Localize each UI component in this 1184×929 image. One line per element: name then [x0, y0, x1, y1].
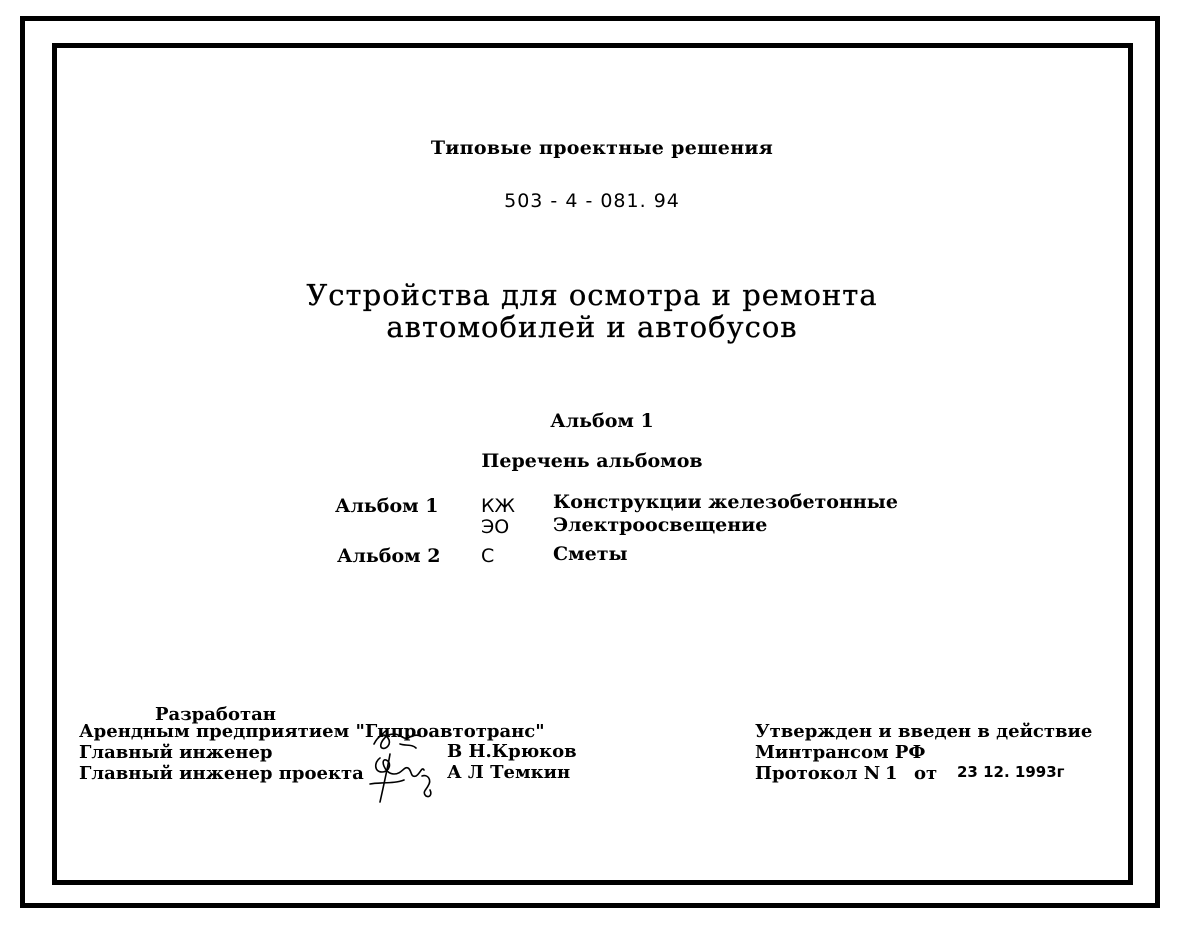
protocol-number: 1 — [885, 763, 898, 784]
album-list-code: КЖ — [481, 495, 515, 517]
album-list-code: С — [481, 545, 495, 567]
main-title-line-2: автомобилей и автобусов — [386, 310, 798, 344]
chief-engineer-name: В Н.Крюков — [447, 741, 577, 762]
project-engineer-name: А Л Темкин — [447, 762, 571, 783]
project-engineer-role: Главный инженер проекта — [79, 763, 364, 784]
protocol-from-label: от — [914, 763, 938, 784]
approval-line-2: Минтрансом РФ — [755, 742, 926, 763]
album-list-name: Сметы — [553, 543, 628, 565]
album-list-heading: Перечень альбомов — [481, 450, 703, 472]
developer-organization: Арендным предприятием "Гипроавтотранс" — [79, 721, 545, 742]
album-list-album: Альбом 2 — [337, 545, 441, 567]
series-number: 503 - 4 - 081. 94 — [504, 190, 680, 212]
album-list-name: Электроосвещение — [553, 514, 768, 536]
series-title: Типовые проектные решения — [430, 137, 774, 159]
album-list-name: Конструкции железобетонные — [553, 491, 898, 513]
album-heading: Альбом 1 — [550, 410, 654, 432]
album-list-code: ЭО — [481, 516, 510, 538]
chief-engineer-role: Главный инженер — [79, 742, 273, 763]
protocol-label: Протокол N — [755, 763, 881, 784]
handwritten-signature — [360, 714, 442, 806]
protocol-date: 23 12. 1993г — [957, 763, 1065, 781]
album-list-album: Альбом 1 — [335, 495, 439, 517]
approval-line-1: Утвержден и введен в действие — [755, 721, 1093, 742]
main-title-line-1: Устройства для осмотра и ремонта — [306, 278, 878, 312]
developer-label: Разработан — [155, 704, 276, 725]
